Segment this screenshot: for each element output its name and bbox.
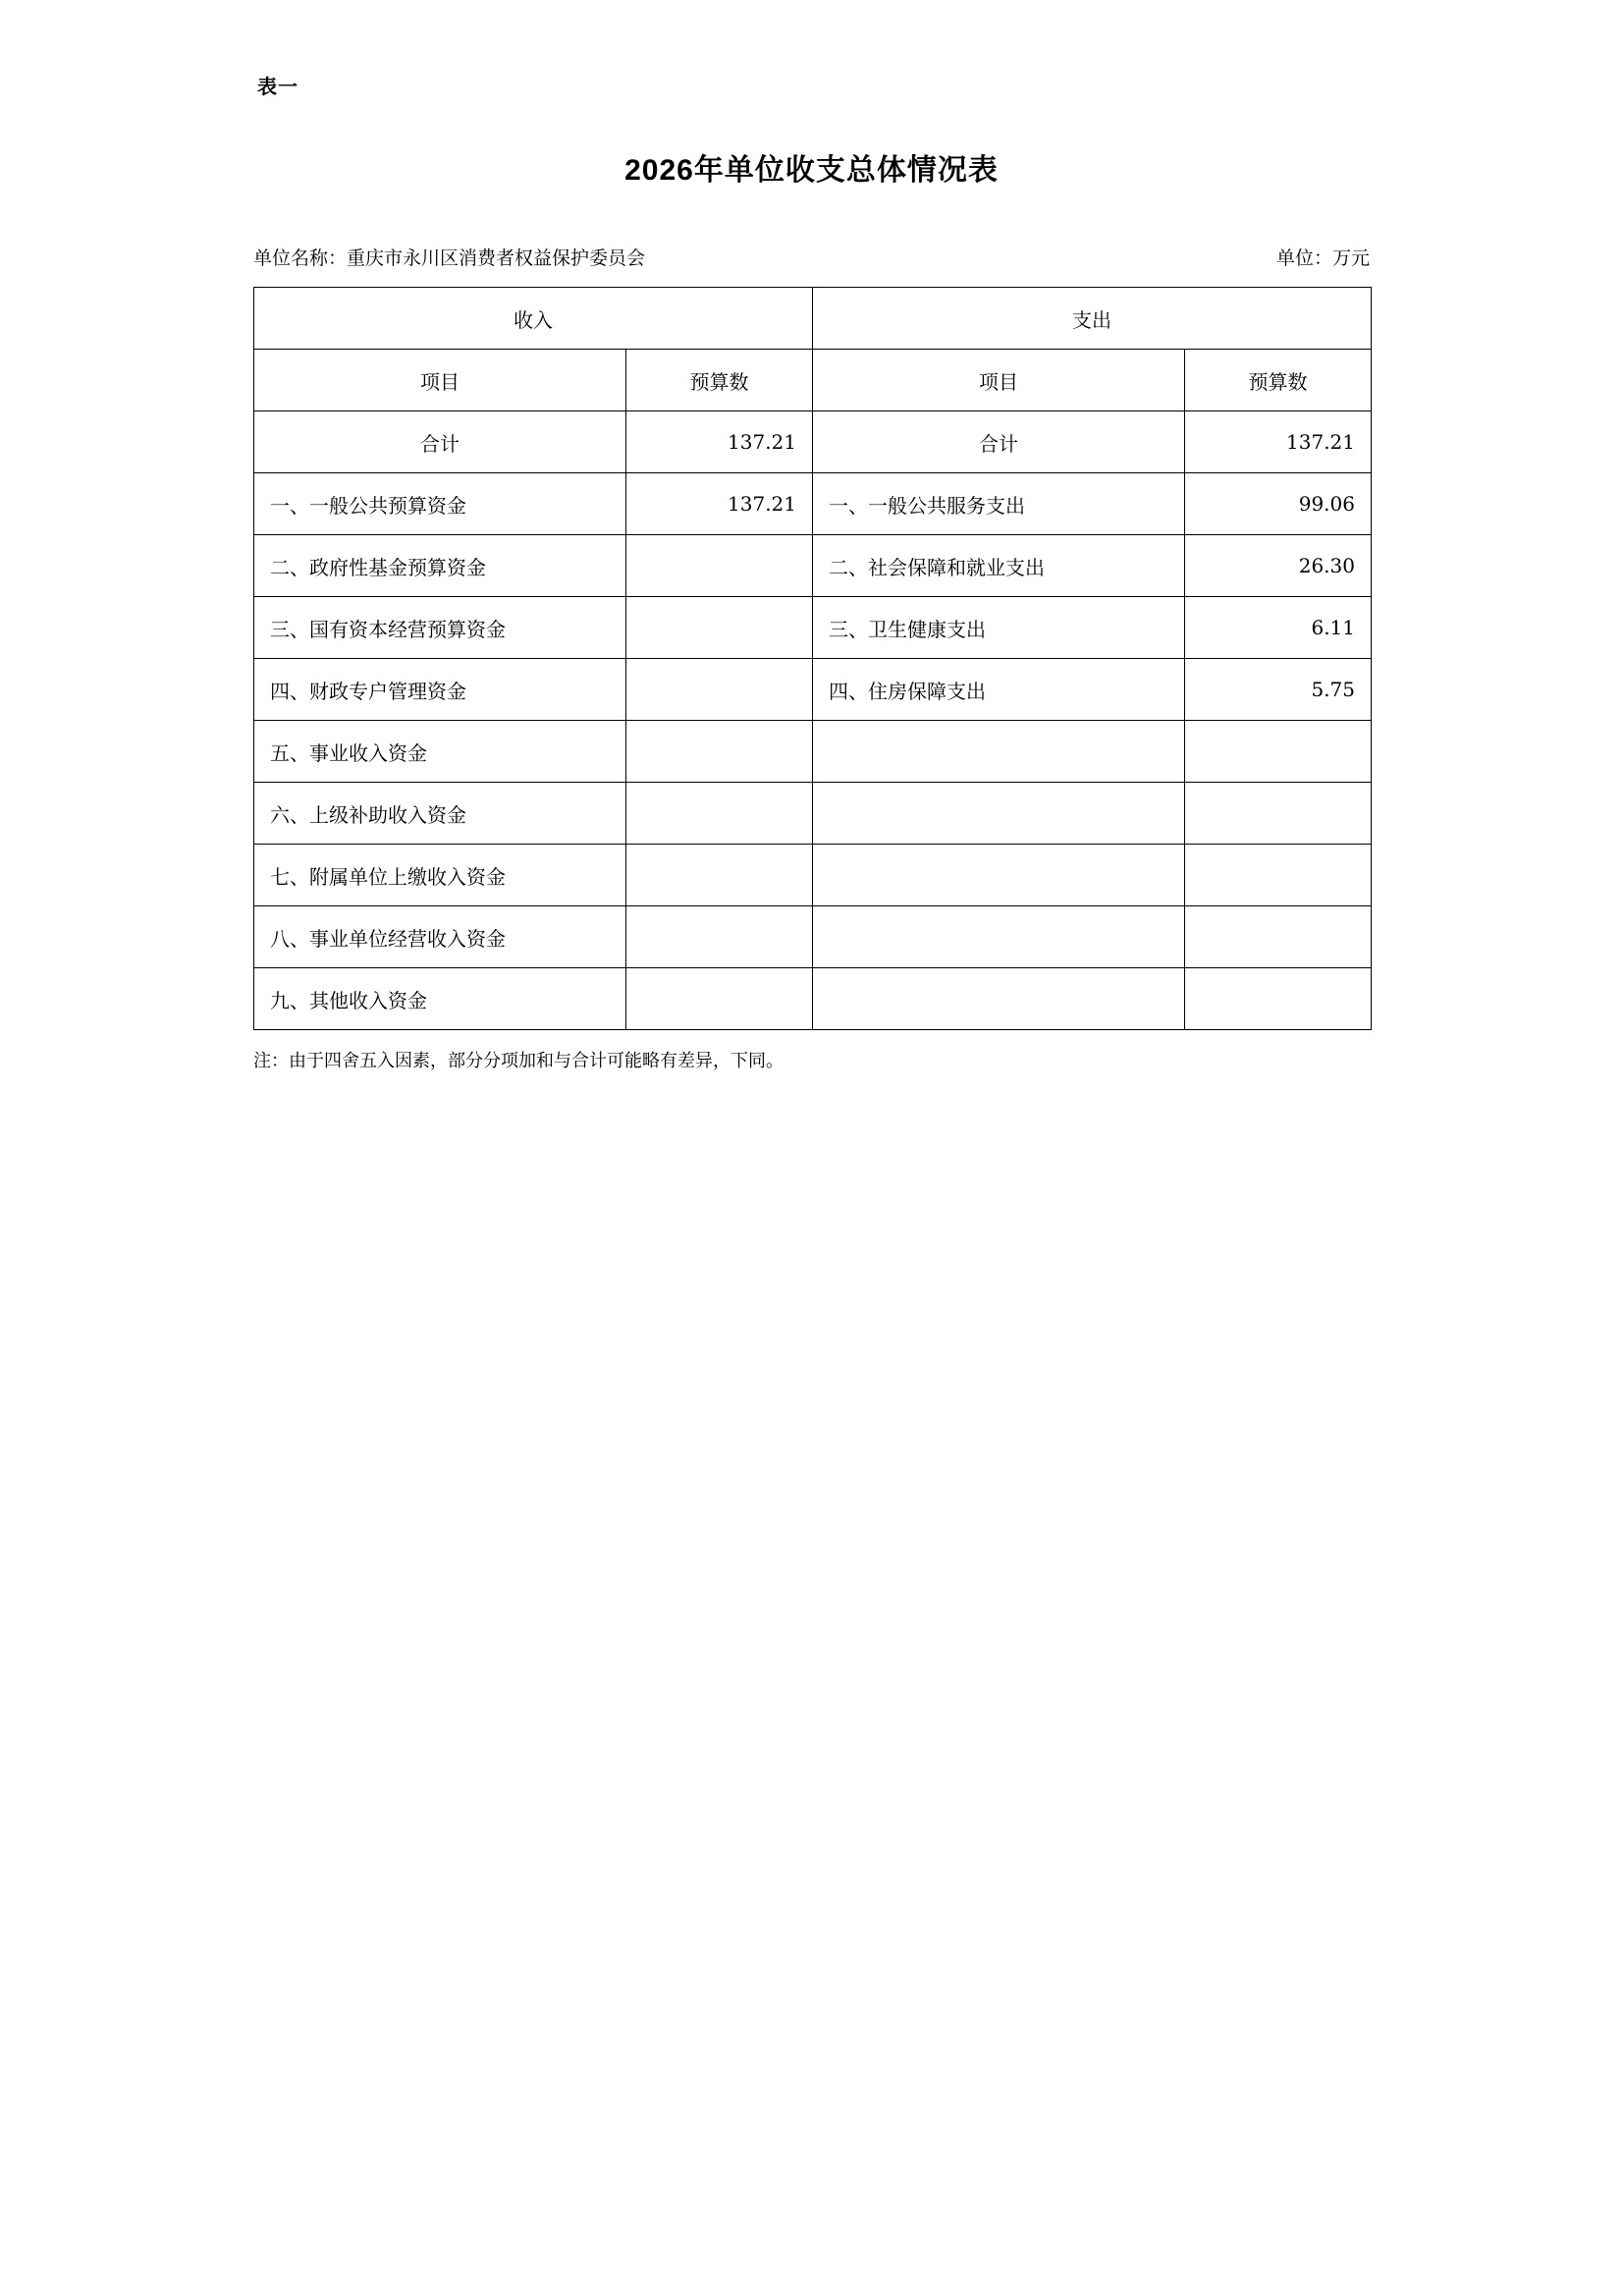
- table-row: [254, 783, 1372, 845]
- income-item-label: 四、财政专户管理资金: [254, 659, 626, 721]
- expenditure-item-value: [1185, 906, 1372, 968]
- table-note: 注：由于四舍五入因素，部分分项加和与合计可能略有差异，下同。: [253, 1051, 784, 1071]
- income-item-label: 三、国有资本经营预算资金: [254, 597, 626, 659]
- income-item-label: 七、附属单位上缴收入资金: [254, 845, 626, 906]
- income-item-label: 合计: [254, 411, 626, 473]
- income-item-value: [626, 535, 813, 597]
- expenditure-item-label: [813, 783, 1185, 845]
- expenditure-item-label: 四、住房保障支出: [813, 659, 1185, 721]
- table-row: [254, 411, 1372, 473]
- expenditure-item-value: 6.11: [1185, 597, 1372, 659]
- group-header-income: 收入: [254, 288, 813, 350]
- income-item-value: [626, 783, 813, 845]
- table-row: [254, 659, 1372, 721]
- expenditure-item-value: [1185, 721, 1372, 783]
- table-row: [254, 535, 1372, 597]
- income-item-value: [626, 659, 813, 721]
- income-item-label: 五、事业收入资金: [254, 721, 626, 783]
- budget-summary-table: [253, 287, 1372, 1030]
- column-header-income-item: 项目: [254, 350, 626, 411]
- income-item-label: 八、事业单位经营收入资金: [254, 906, 626, 968]
- expenditure-item-value: 137.21: [1185, 411, 1372, 473]
- income-item-value: [626, 597, 813, 659]
- page-title: 2026年单位收支总体情况表: [624, 154, 999, 187]
- expenditure-item-label: [813, 968, 1185, 1030]
- expenditure-item-value: 26.30: [1185, 535, 1372, 597]
- table-meta-row: [253, 244, 1370, 271]
- income-item-value: [626, 968, 813, 1030]
- table-column-header-row: [254, 350, 1372, 411]
- expenditure-item-label: 合计: [813, 411, 1185, 473]
- income-item-label: 六、上级补助收入资金: [254, 783, 626, 845]
- income-item-value: 137.21: [626, 411, 813, 473]
- unit-name-label: 单位名称：: [253, 247, 348, 269]
- expenditure-item-label: 一、一般公共服务支出: [813, 473, 1185, 535]
- income-item-label: 九、其他收入资金: [254, 968, 626, 1030]
- expenditure-item-label: [813, 906, 1185, 968]
- income-item-value: [626, 845, 813, 906]
- income-item-label: 一、一般公共预算资金: [254, 473, 626, 535]
- expenditure-item-value: 5.75: [1185, 659, 1372, 721]
- income-item-value: [626, 721, 813, 783]
- unit-name: [253, 244, 645, 270]
- table-group-header-row: [254, 288, 1372, 350]
- table-row: [254, 906, 1372, 968]
- unit-name-value: 重庆市永川区消费者权益保护委员会: [347, 247, 646, 269]
- expenditure-item-label: [813, 845, 1185, 906]
- sheet-label: 表一: [257, 77, 298, 98]
- expenditure-item-value: [1185, 968, 1372, 1030]
- table-row: [254, 721, 1372, 783]
- column-header-income-budget: 预算数: [626, 350, 813, 411]
- expenditure-item-label: 二、社会保障和就业支出: [813, 535, 1185, 597]
- table-row: [254, 845, 1372, 906]
- income-item-label: 二、政府性基金预算资金: [254, 535, 626, 597]
- amount-unit: 单位：万元: [1275, 247, 1370, 269]
- expenditure-item-value: [1185, 845, 1372, 906]
- group-header-expenditure: 支出: [813, 288, 1372, 350]
- column-header-expenditure-budget: 预算数: [1185, 350, 1372, 411]
- table-row: [254, 473, 1372, 535]
- expenditure-item-label: [813, 721, 1185, 783]
- expenditure-item-label: 三、卫生健康支出: [813, 597, 1185, 659]
- table-row: [254, 597, 1372, 659]
- expenditure-item-value: 99.06: [1185, 473, 1372, 535]
- table-row: [254, 968, 1372, 1030]
- column-header-expenditure-item: 项目: [813, 350, 1185, 411]
- income-item-value: [626, 906, 813, 968]
- income-item-value: 137.21: [626, 473, 813, 535]
- expenditure-item-value: [1185, 783, 1372, 845]
